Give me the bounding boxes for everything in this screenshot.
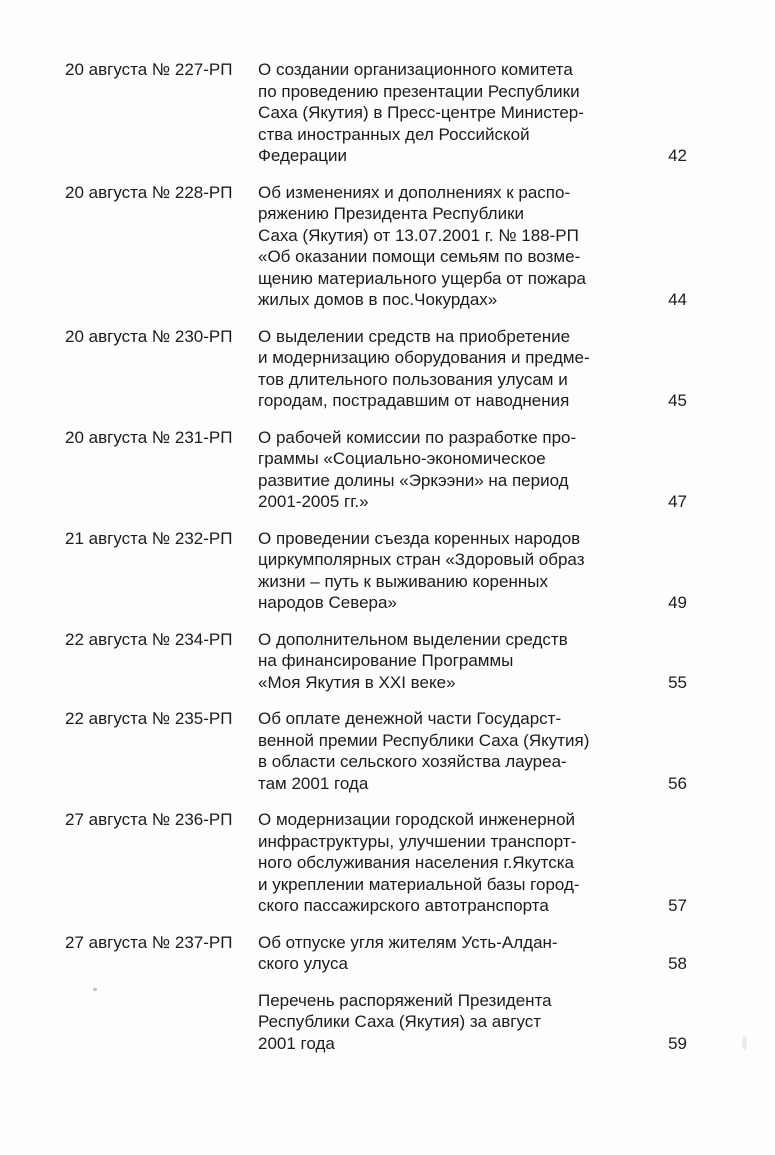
entry-title [258,990,641,1055]
entry-date: 22 августа № 235-РП [65,709,233,728]
entry-page-number: 47 [668,492,687,511]
entry-title [258,932,641,975]
entry-title-line: Об оплате денежной части Государст- [258,709,562,728]
entry-title-line: граммы «Социально-экономическое [258,449,546,468]
toc-entries [65,59,687,1054]
entry-title [258,59,641,167]
entry-title-line: Саха (Якутия) от 13.07.2001 г. № 188-РП [258,225,579,245]
entry-title [258,427,641,513]
toc-entry [65,990,687,1055]
entry-title [258,629,641,694]
entry-title-line: ряжению Президента Республики [258,204,524,223]
entry-title-line: Федерации [258,146,348,165]
entry-title-line: развитие долины «Эркээни» на период [258,470,569,490]
toc-entry [65,528,687,614]
entry-title [258,809,641,917]
toc-entry [65,427,687,513]
entry-title-line: жизни – путь к выживанию коренных [258,571,548,591]
entry-page-number: 44 [668,290,687,309]
entry-title-line: Об изменениях и дополнениях к распо- [258,182,571,202]
entry-date: 20 августа № 230-РП [65,326,233,346]
entry-page-number: 57 [668,896,687,915]
entry-title-line: О дополнительном выделении средств [258,629,568,649]
entry-title-line: народов Севера» [258,593,397,612]
entry-title-line: жилых домов в пос.Чокурдах» [258,290,498,309]
scan-smudge [742,1036,747,1050]
entry-title-line: О проведении съезда коренных народов [258,528,581,548]
entry-page-number: 56 [668,773,687,793]
entry-date: 20 августа № 227-РП [65,60,233,79]
entry-title-line: на финансирование Программы [258,651,514,670]
entry-date: 27 августа № 236-РП [65,810,233,829]
entry-title-line: 2001 года [258,1033,335,1053]
toc-entry [65,182,687,311]
entry-title-line: Об отпуске угля жителям Усть-Алдан- [258,932,558,952]
entry-date: 21 августа № 232-РП [65,528,233,548]
toc-entry [65,708,687,794]
entry-page-number: 42 [668,146,687,165]
entry-title-line: «Об оказании помощи семьям по возме- [258,247,581,266]
entry-title-line: ского пассажирского автотранспорта [258,896,549,915]
entry-title-line: 2001-2005 гг.» [258,492,369,511]
entry-page-number: 58 [668,954,687,973]
entry-date: 22 августа № 234-РП [65,629,233,649]
entry-date: 20 августа № 228-РП [65,182,233,202]
entry-title-line: городам, пострадавшим от наводнения [258,391,570,410]
entry-date [65,990,258,1055]
toc-entry [65,326,687,412]
toc-entry [65,932,687,975]
entry-date: 20 августа № 231-РП [65,427,233,447]
entry-title-line: О выделении средств на приобретение [258,326,571,346]
entry-title-line: по проведению презентации Республики [258,81,580,101]
entry-title-line: и укреплении материальной базы город- [258,874,580,894]
entry-title-line: инфраструктуры, улучшении транспорт- [258,831,577,851]
entry-title-line: Саха (Якутия) в Пресс-центре Министер- [258,103,584,122]
entry-title-line: щению материального ущерба от пожара [258,268,586,288]
entry-title-line: О рабочей комиссии по разработке про- [258,427,577,447]
entry-page-number: 49 [668,593,687,612]
entry-title [258,708,641,794]
scan-speck [93,988,97,991]
entry-title [258,326,641,412]
entry-title-line: Перечень распоряжений Президента [258,990,552,1010]
entry-title-line: ского улуса [258,954,348,973]
entry-title-line: в области сельского хозяйства лауреа- [258,752,567,771]
entry-title-line: ного обслуживания населения г.Якутска [258,853,574,872]
entry-title-line: О создании организационного комитета [258,60,573,79]
entry-date: 27 августа № 237-РП [65,932,233,952]
toc-entry [65,629,687,694]
entry-title-line: циркумполярных стран «Здоровый образ [258,550,585,569]
toc-entry [65,809,687,917]
entry-title-line: О модернизации городской инженерной [258,810,576,829]
entry-title-line: тов длительного пользования улусам и [258,369,568,389]
entry-page-number: 59 [668,1033,687,1053]
entry-title-line: и модернизацию оборудования и предме- [258,348,590,367]
entry-title-line: ства иностранных дел Российской [258,124,530,144]
entry-title [258,528,641,614]
entry-title-line: Республики Саха (Якутия) за август [258,1012,542,1031]
entry-title-line: венной премии Республики Саха (Якутия) [258,730,590,750]
entry-page-number: 45 [668,391,687,410]
toc-entry [65,59,687,167]
entry-title [258,182,641,311]
entry-page-number: 55 [668,672,687,692]
entry-title-line: там 2001 года [258,773,369,793]
entry-title-line: «Моя Якутия в XXI веке» [258,672,456,692]
